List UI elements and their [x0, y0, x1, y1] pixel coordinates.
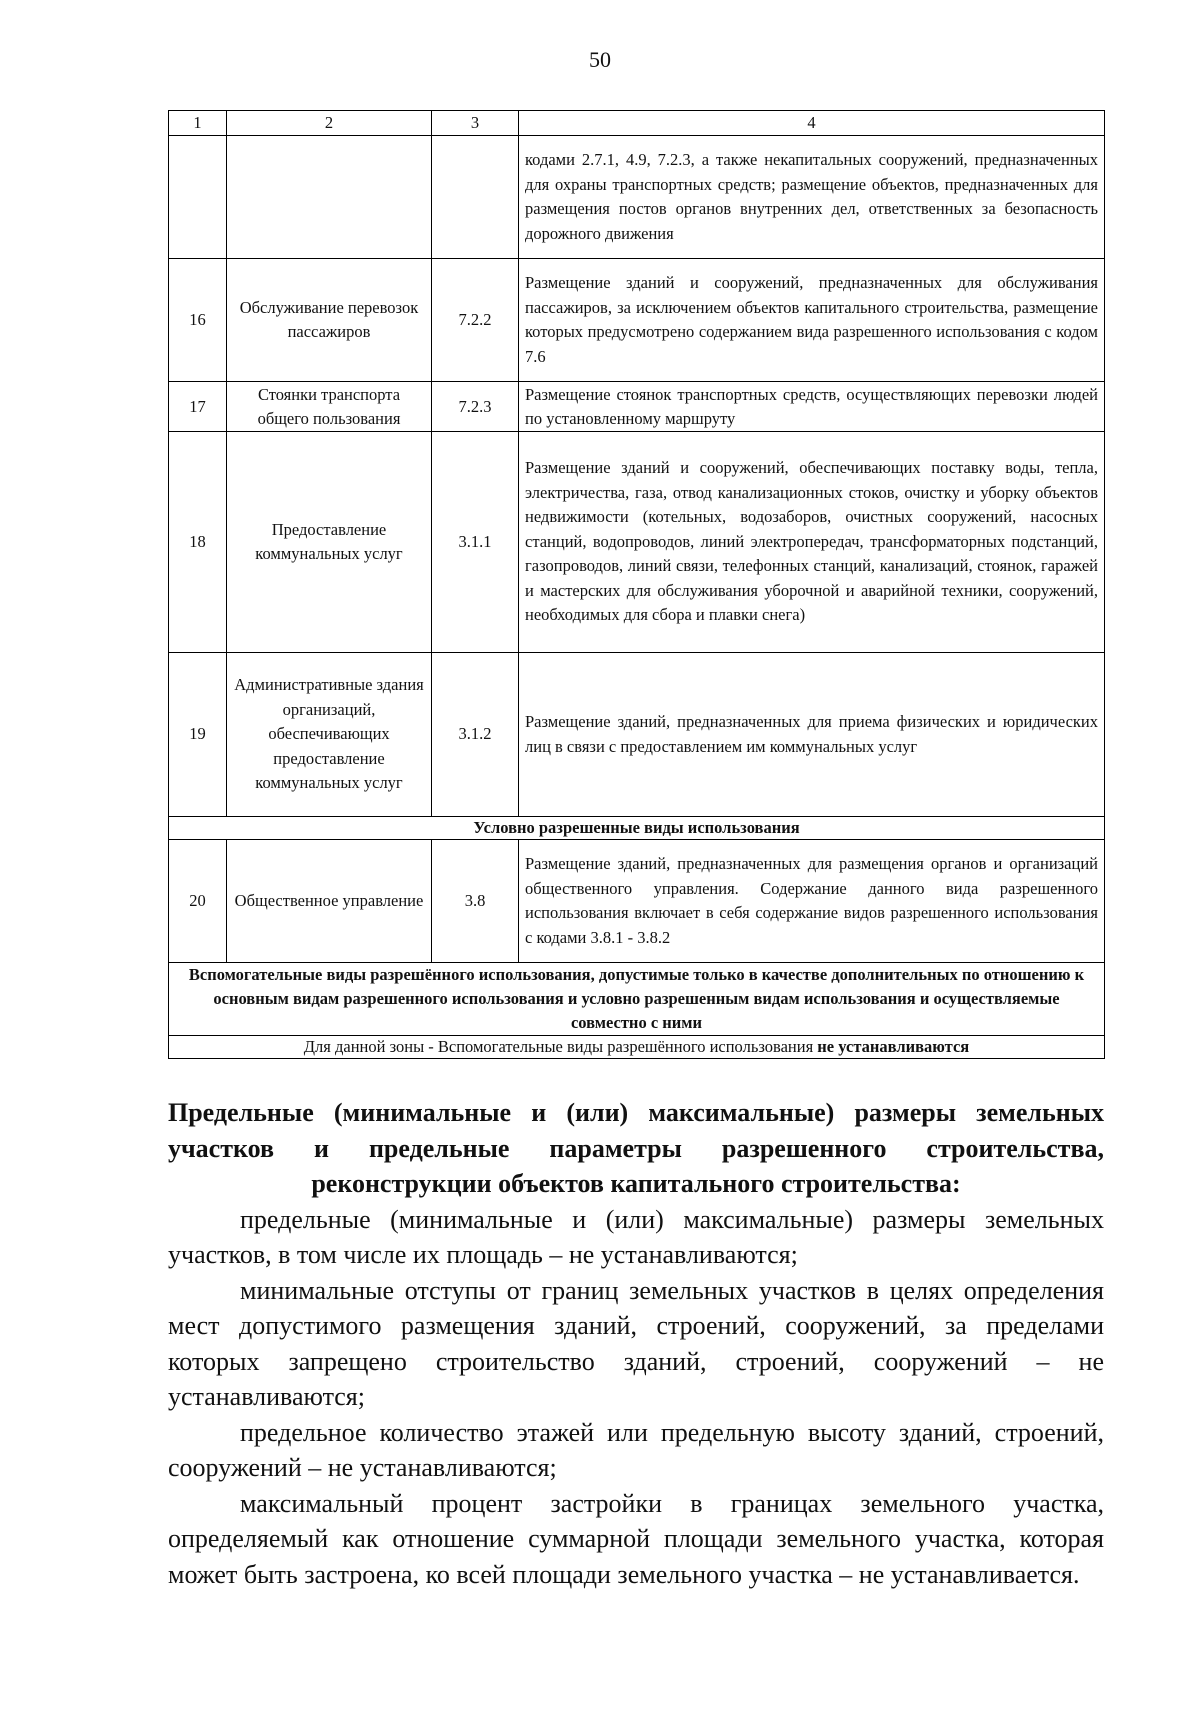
row-number: 17	[169, 382, 227, 432]
use-type-description: Размещение зданий, предназначенных для приема физических и юридических лиц в связи с предоставлением им коммунальных услуг	[519, 653, 1105, 817]
header-cell-number: 1	[169, 111, 227, 136]
use-type-description: Размещение зданий, предназначенных для размещения органов и организаций общественного управления. Содержание данного вида разрешенного использования включает в себя содержание видов разрешенного использования с кодами 3.8.1 - 3.8.2	[519, 840, 1105, 963]
auxiliary-note	[169, 1036, 1105, 1059]
land-use-table	[168, 110, 1105, 1059]
table-row	[169, 840, 1105, 963]
use-type-name: Стоянки транспорта общего пользования	[227, 382, 432, 432]
use-type-description: Размещение зданий и сооружений, обеспечивающих поставку воды, тепла, электричества, газа, отвод канализационных стоков, очистку и уборку объектов недвижимости (котельных, водозаборов, очистных сооружений, насосных станций, водопроводов, линий электропередач, трансформаторных подстанций, газопроводов, линий связи, телефонных станций, канализаций, стоянок, гаражей и мастерских для обслуживания уборочной и аварийной техники, сооружений, необходимых для сбора и плавки снега)	[519, 432, 1105, 653]
limits-paragraph: предельные (минимальные и (или) максимальные) размеры земельных участков, в том числе их площадь – не устанавливаются;	[168, 1204, 1104, 1269]
use-type-code: 7.2.3	[432, 382, 519, 432]
table-row	[169, 432, 1105, 653]
use-type-name: Административные здания организаций, обеспечивающих предоставление коммунальных услуг	[227, 653, 432, 817]
row-number	[169, 136, 227, 259]
use-type-description: кодами 2.7.1, 4.9, 7.2.3, а также некапитальных сооружений, предназначенных для охраны транспортных средств; размещение объектов, предназначенных для размещения постов органов внутренних дел, ответственных за безопасность дорожного движения	[519, 136, 1105, 259]
limits-paragraph: максимальный процент застройки в границах земельного участка, определяемый как отношение суммарной площади земельного участка, которая может быть застроена, ко всей площади земельного участка – не устанавливается.	[168, 1488, 1104, 1589]
table-row	[169, 259, 1105, 382]
page-number: 50	[589, 47, 611, 72]
use-type-code: 3.1.2	[432, 653, 519, 817]
use-type-description: Размещение стоянок транспортных средств, осуществляющих перевозки людей по установленному маршруту	[519, 382, 1105, 432]
row-number: 19	[169, 653, 227, 817]
section-header-row	[169, 963, 1105, 1036]
conditional-uses-heading: Условно разрешенные виды использования	[169, 817, 1105, 840]
limits-paragraph: предельное количество этажей или предельную высоту зданий, строений, сооружений – не устанавливаются;	[168, 1417, 1104, 1482]
table-row	[169, 382, 1105, 432]
limits-heading: Предельные (минимальные и (или) максимальные) размеры земельных участков и предельные параметры разрешенного строительства, реконструкции объектов капитального строительства:	[168, 1098, 1104, 1198]
limits-section	[168, 1095, 1104, 1592]
use-type-name: Обслуживание перевозок пассажиров	[227, 259, 432, 382]
auxiliary-note-emphasis: не устанавливаются	[817, 1037, 970, 1056]
use-type-code: 3.1.1	[432, 432, 519, 653]
row-number: 16	[169, 259, 227, 382]
use-type-name	[227, 136, 432, 259]
use-type-name: Предоставление коммунальных услуг	[227, 432, 432, 653]
use-type-code: 7.2.2	[432, 259, 519, 382]
table-row	[169, 653, 1105, 817]
use-type-description: Размещение зданий и сооружений, предназначенных для обслуживания пассажиров, за исключением объектов капитального строительства, размещение которых предусмотрено содержанием вида разрешенного использования с кодом 7.6	[519, 259, 1105, 382]
auxiliary-note-text: Для данной зоны - Вспомогательные виды разрешённого использования	[303, 1037, 818, 1056]
use-type-code	[432, 136, 519, 259]
row-number: 20	[169, 840, 227, 963]
auxiliary-note-row	[169, 1036, 1105, 1059]
header-cell-name: 2	[227, 111, 432, 136]
table-header-row	[169, 111, 1105, 136]
table-row	[169, 136, 1105, 259]
use-type-code: 3.8	[432, 840, 519, 963]
row-number: 18	[169, 432, 227, 653]
auxiliary-uses-heading: Вспомогательные виды разрешённого использования, допустимые только в качестве дополнительных по отношению к основным видам разрешенного использования и условно разрешенным видам использования и осуществляемые совместно с ними	[169, 963, 1105, 1036]
header-cell-code: 3	[432, 111, 519, 136]
use-type-name: Общественное управление	[227, 840, 432, 963]
limits-paragraph: минимальные отступы от границ земельных участков в целях определения мест допустимого размещения зданий, строений, сооружений, за пределами которых запрещено строительство зданий, строений, сооружений – не устанавливаются;	[168, 1275, 1104, 1411]
header-cell-description: 4	[519, 111, 1105, 136]
section-header-row	[169, 817, 1105, 840]
